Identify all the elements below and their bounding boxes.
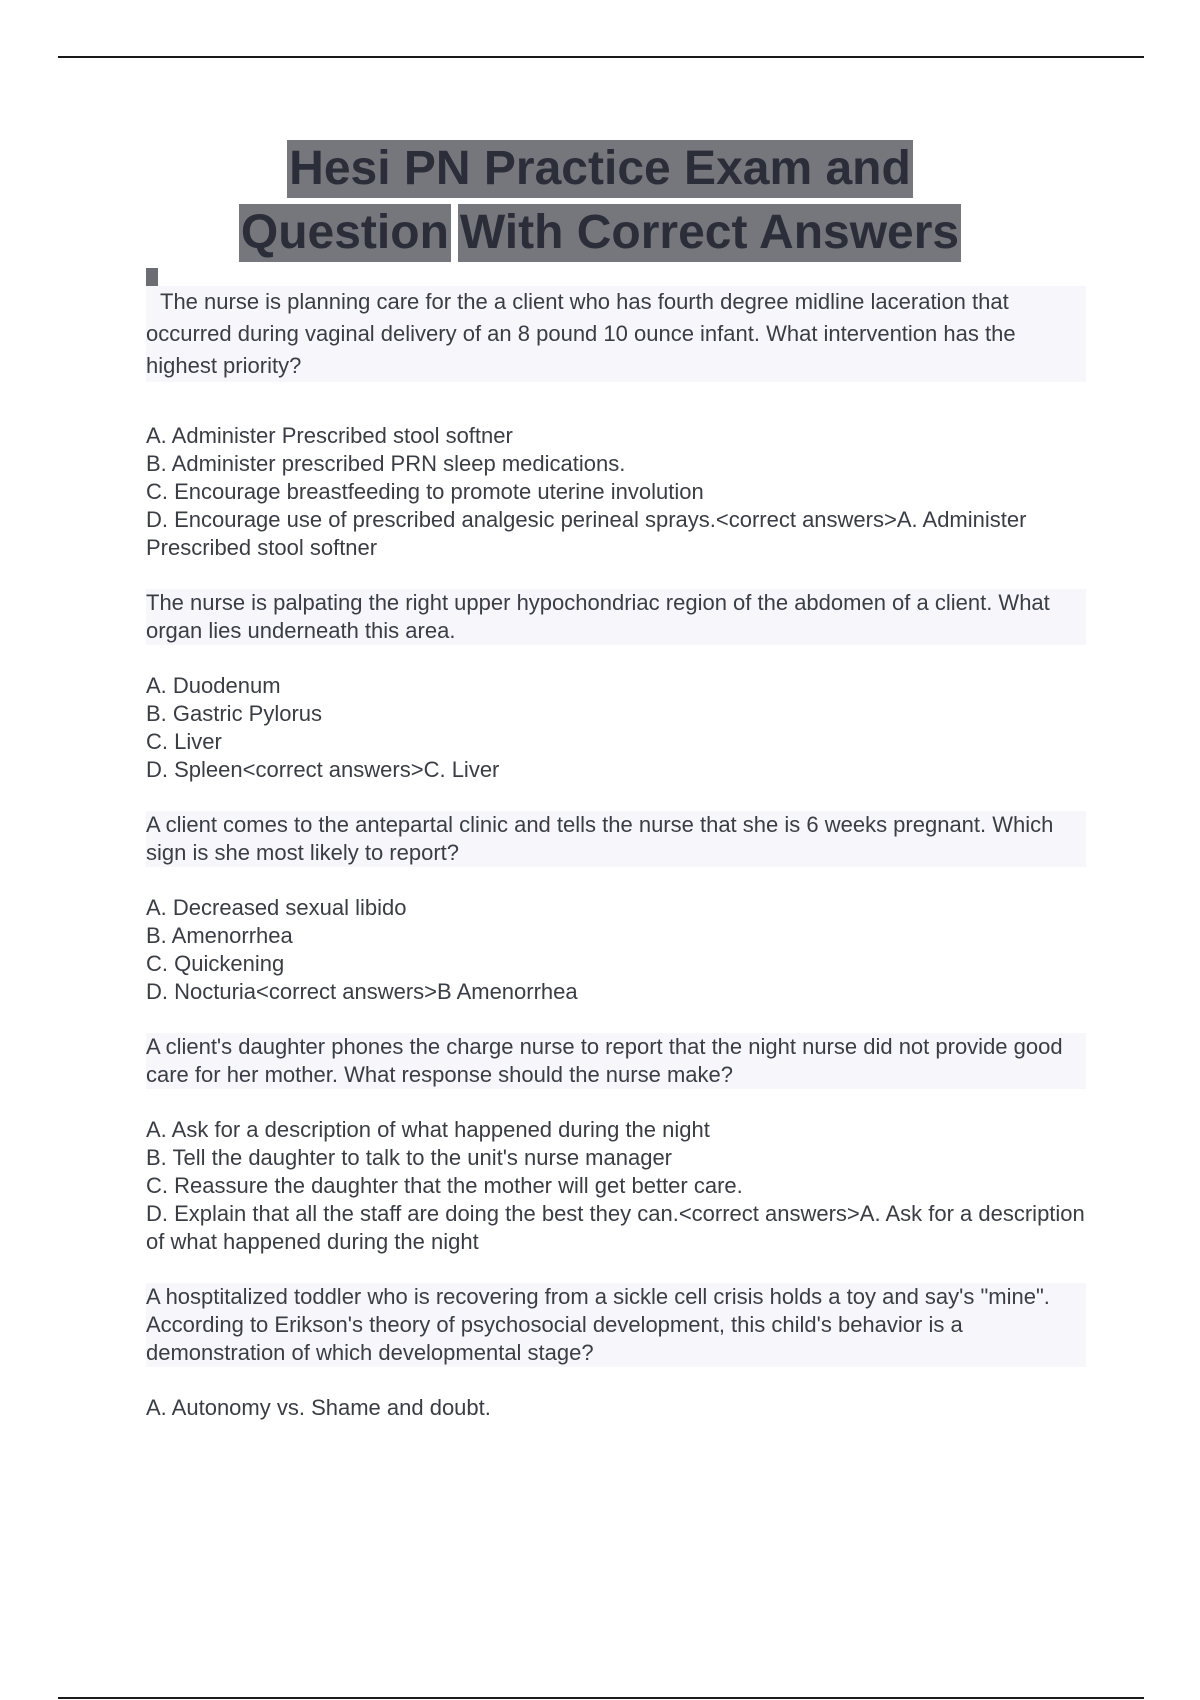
option-d-answer: D. Nocturia<correct answers>B Amenorrhea bbox=[146, 979, 578, 1004]
title-text-2a: Question bbox=[239, 204, 451, 262]
option-d-answer: D. Spleen<correct answers>C. Liver bbox=[146, 757, 500, 782]
option-b: B. Gastric Pylorus bbox=[146, 701, 323, 726]
option-d-answer: D. Encourage use of prescribed analgesic perineal sprays.<correct answers>A. Administer Prescribed stool softner bbox=[146, 507, 1033, 560]
option-c: C. Reassure the daughter that the mother will get better care. bbox=[146, 1173, 743, 1198]
option-d-answer: D. Explain that all the staff are doing the best they can.<correct answers>A. Ask for a description of what happened during the night bbox=[146, 1201, 1091, 1254]
question-1-options bbox=[146, 422, 1086, 562]
option-a: A. Ask for a description of what happened during the night bbox=[146, 1117, 710, 1142]
title-text-1: Hesi PN Practice Exam and bbox=[287, 140, 913, 198]
question-4-options bbox=[146, 1116, 1091, 1256]
question-3 bbox=[146, 811, 1086, 867]
question-5-options bbox=[146, 1394, 1086, 1422]
question-stem: The nurse is palpating the right upper hypochondriac region of the abdomen of a client. What organ lies underneath this area. bbox=[146, 589, 1086, 645]
option-c: C. Quickening bbox=[146, 951, 285, 976]
title-line-2 bbox=[0, 204, 1200, 268]
title-text-2b: With Correct Answers bbox=[458, 204, 961, 262]
question-stem: A client comes to the antepartal clinic and tells the nurse that she is 6 weeks pregnant. Which sign is she most likely to report? bbox=[146, 811, 1086, 867]
question-5 bbox=[146, 1283, 1086, 1367]
option-b: B. Tell the daughter to talk to the unit's nurse manager bbox=[146, 1145, 673, 1170]
question-stem: A hosptitalized toddler who is recovering from a sickle cell crisis holds a toy and say's "mine". According to Erikson's theory of psychosocial development, this child's behavior is a demonstration of which developmental stage? bbox=[146, 1283, 1086, 1367]
document-body bbox=[146, 286, 1091, 1422]
question-3-options bbox=[146, 894, 1086, 1006]
question-2 bbox=[146, 589, 1086, 645]
option-b: B. Administer prescribed PRN sleep medications. bbox=[146, 451, 626, 476]
option-c: C. Liver bbox=[146, 729, 222, 754]
title-gap bbox=[451, 204, 458, 260]
question-2-options bbox=[146, 672, 1086, 784]
question-1 bbox=[146, 286, 1086, 382]
option-c: C. Encourage breastfeeding to promote uterine involution bbox=[146, 479, 704, 504]
option-a: A. Administer Prescribed stool softner bbox=[146, 423, 513, 448]
option-a: A. Duodenum bbox=[146, 673, 281, 698]
question-stem: A client's daughter phones the charge nurse to report that the night nurse did not provide good care for her mother. What response should the nurse make? bbox=[146, 1033, 1086, 1089]
document-title bbox=[0, 140, 1200, 268]
option-a: A. Autonomy vs. Shame and doubt. bbox=[146, 1395, 491, 1420]
bottom-rule bbox=[58, 1697, 1144, 1699]
top-rule bbox=[58, 56, 1144, 58]
title-line-1 bbox=[0, 140, 1200, 204]
option-b: B. Amenorrhea bbox=[146, 923, 293, 948]
question-4 bbox=[146, 1033, 1086, 1089]
question-stem: The nurse is planning care for the a client who has fourth degree midline laceration that occurred during vaginal delivery of an 8 pound 10 ounce infant. What intervention has the highest priority? bbox=[146, 286, 1086, 382]
option-a: A. Decreased sexual libido bbox=[146, 895, 407, 920]
